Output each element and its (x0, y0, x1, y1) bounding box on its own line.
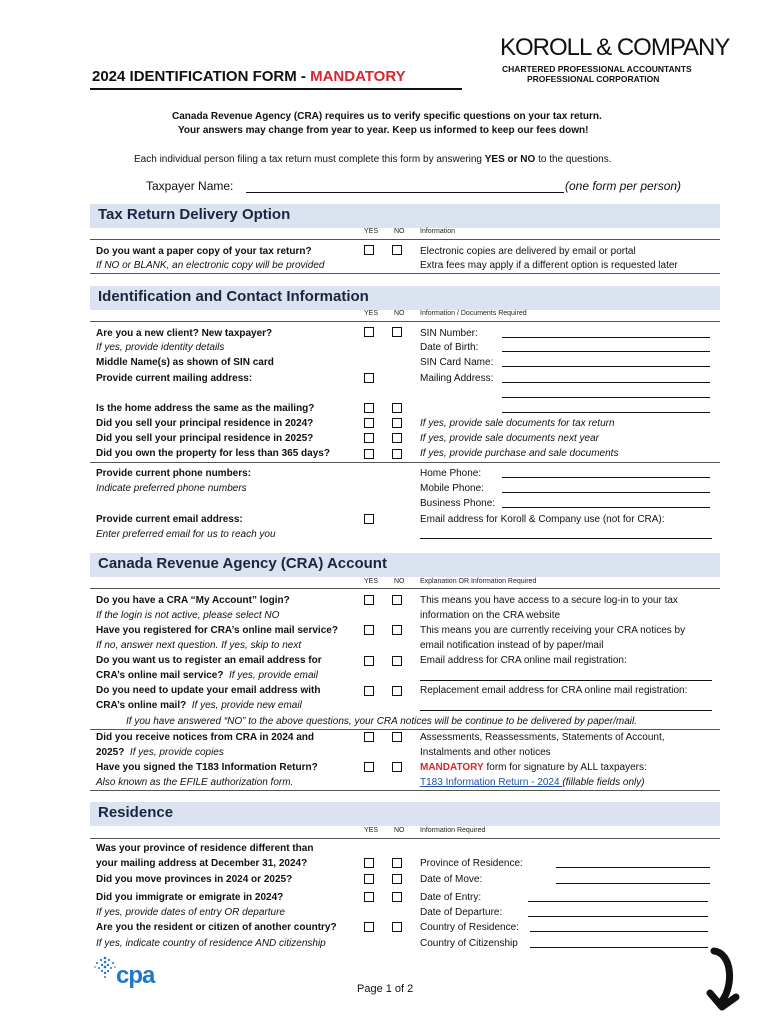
info-t183 (420, 761, 647, 774)
intro-line-2: Your answers may change from year to year. Keep us informed to keep our fees down! (178, 125, 589, 136)
info-header: Information Required (420, 827, 486, 834)
q-register-sub: If yes, provide email (229, 670, 318, 681)
email-checkbox[interactable] (364, 514, 374, 524)
section-header-delivery (90, 204, 720, 228)
delivery-bottom-line (90, 273, 720, 274)
page-number: Page 1 of 2 (357, 983, 414, 995)
register-yes-checkbox[interactable] (364, 656, 374, 666)
notices-no-checkbox[interactable] (392, 732, 402, 742)
q-province-diff-1: Was your province of residence different than (96, 843, 314, 854)
immigrate-yes-checkbox[interactable] (364, 892, 374, 902)
delivery-info-2: Extra fees may apply if a different option is requested later (420, 260, 678, 271)
info-online-1: This means you are currently receiving your CRA notices by (420, 625, 686, 636)
delivery-title: Tax Return Delivery Option (98, 206, 291, 223)
mailing-address-checkbox[interactable] (364, 373, 374, 383)
mobile-phone-label: Mobile Phone: (420, 483, 484, 494)
home-same-yes-checkbox[interactable] (364, 403, 374, 413)
q-t183: Have you signed the T183 Information Return? (96, 762, 318, 773)
country-res-field[interactable] (530, 921, 708, 932)
title-divider (90, 88, 462, 90)
sin-field[interactable] (502, 327, 710, 338)
section-header-residence (90, 802, 720, 826)
q-register-2: CRA’s online mail service? (96, 670, 224, 681)
col-no: NO (394, 827, 405, 834)
col-yes: YES (364, 310, 379, 317)
register-no-checkbox[interactable] (392, 656, 402, 666)
date-departure-field[interactable] (528, 906, 708, 917)
col-yes: YES (364, 578, 379, 585)
province-diff-no-checkbox[interactable] (392, 858, 402, 868)
online-mail-no-checkbox[interactable] (392, 625, 402, 635)
email-info: Email address for Koroll & Company use (not for CRA): (420, 514, 665, 525)
q-notices-line2 (96, 746, 224, 759)
update-no-checkbox[interactable] (392, 686, 402, 696)
myaccount-yes-checkbox[interactable] (364, 595, 374, 605)
cpa-text: cpa (116, 962, 155, 989)
sold-2024-no-checkbox[interactable] (392, 418, 402, 428)
citizen-no-checkbox[interactable] (392, 922, 402, 932)
home-phone-field[interactable] (502, 467, 710, 478)
dob-label: Date of Birth: (420, 342, 479, 353)
owned-365-yes-checkbox[interactable] (364, 449, 374, 459)
q-update-line2 (96, 699, 302, 712)
note-sale-2024: If yes, provide sale documents for tax return (420, 418, 615, 429)
business-phone-field[interactable] (502, 497, 710, 508)
q-citizen: Are you the resident or citizen of another country? (96, 922, 337, 933)
info-header: Information / Documents Required (420, 310, 527, 317)
q-owned-365: Did you own the property for less than 365 days? (96, 448, 330, 459)
register-email-field[interactable] (420, 670, 712, 681)
date-entry-field[interactable] (528, 891, 708, 902)
t183-no-checkbox[interactable] (392, 762, 402, 772)
company-logo-name: KOROLL & COMPANY (500, 34, 730, 61)
sin-label: SIN Number: (420, 328, 478, 339)
ident-mid-line (90, 462, 720, 463)
info-register: Email address for CRA online mail registration: (420, 655, 627, 666)
residence-title: Residence (98, 804, 174, 821)
note-purchase: If yes, provide purchase and sale documents (420, 448, 619, 459)
t183-fillable: (fillable fields only) (562, 777, 645, 788)
q-update-2: CRA’s online mail? (96, 700, 187, 711)
paper-copy-yes-checkbox[interactable] (364, 245, 374, 255)
q-mailing-address: Provide current mailing address: (96, 373, 253, 384)
t183-rest: form for signature by ALL taxpayers: (483, 762, 647, 773)
sin-name-label: SIN Card Name: (420, 357, 494, 368)
business-phone-label: Business Phone: (420, 498, 496, 509)
info-update: Replacement email address for CRA online mail registration: (420, 685, 688, 696)
next-page-arrow-icon[interactable] (692, 945, 752, 1015)
q-myaccount-sub: If the login is not active, please select NO (96, 610, 280, 621)
q-paper-copy: Do you want a paper copy of your tax return? (96, 246, 312, 257)
info-notices-1: Assessments, Reassessments, Statements of Account, (420, 732, 665, 743)
owned-365-no-checkbox[interactable] (392, 449, 402, 459)
instruction-post: to the questions. (535, 154, 612, 165)
info-header: Explanation OR Information Required (420, 578, 537, 585)
q-email: Provide current email address: (96, 514, 243, 525)
page-title (92, 68, 406, 86)
mailing-field-2[interactable] (502, 387, 710, 398)
info-t183-link-line (420, 776, 645, 789)
home-same-no-checkbox[interactable] (392, 403, 402, 413)
q-notices-2: 2025? (96, 747, 125, 758)
cpa-maple-leaf-icon (92, 955, 118, 983)
date-move-field[interactable] (556, 873, 710, 884)
delivery-divider (90, 239, 720, 240)
province-field[interactable] (556, 857, 710, 868)
home-phone-label: Home Phone: (420, 468, 482, 479)
update-email-field[interactable] (420, 700, 712, 711)
t183-yes-checkbox[interactable] (364, 762, 374, 772)
mailing-label: Mailing Address: (420, 373, 494, 384)
cra-title: Canada Revenue Agency (CRA) Account (98, 555, 387, 572)
col-no: NO (394, 310, 405, 317)
ident-divider (90, 321, 720, 322)
section-header-cra (90, 553, 720, 577)
sold-2025-no-checkbox[interactable] (392, 433, 402, 443)
section-header-ident (90, 286, 720, 310)
province-diff-yes-checkbox[interactable] (364, 858, 374, 868)
citizen-yes-checkbox[interactable] (364, 922, 374, 932)
q-phone-sub: Indicate preferred phone numbers (96, 483, 247, 494)
q-register: Do you want us to register an email address for (96, 655, 322, 666)
sold-2024-yes-checkbox[interactable] (364, 418, 374, 428)
sin-name-field[interactable] (502, 356, 710, 367)
col-yes: YES (364, 827, 379, 834)
mailing-field-3[interactable] (502, 402, 710, 413)
q-home-same: Is the home address the same as the mailing? (96, 403, 315, 414)
q-t183-sub: Also known as the EFILE authorization form. (96, 777, 294, 788)
instruction-yes-no: YES or NO (484, 154, 536, 165)
note-sale-2025: If yes, provide sale documents next year (420, 433, 599, 444)
intro-instruction (134, 153, 611, 166)
t183-link[interactable]: T183 Information Return - 2024 (420, 777, 563, 788)
immigrate-no-checkbox[interactable] (392, 892, 402, 902)
q-immigrate: Did you immigrate or emigrate in 2024? (96, 892, 284, 903)
col-no: NO (394, 578, 405, 585)
company-logo-line2: PROFESSIONAL CORPORATION (527, 74, 660, 84)
q-new-client-sub: If yes, provide identity details (96, 342, 225, 353)
q-sold-2025: Did you sell your principal residence in 2025? (96, 433, 314, 444)
country-cit-field[interactable] (530, 937, 708, 948)
info-header: Information (420, 228, 456, 235)
col-yes: YES (364, 228, 379, 235)
instruction-pre: Each individual person filing a tax return must complete this form by answering (134, 154, 485, 165)
q-email-sub: Enter preferred email for us to reach you (96, 529, 276, 540)
q-new-client: Are you a new client? New taxpayer? (96, 328, 273, 339)
date-departure-label: Date of Departure: (420, 907, 503, 918)
info-notices-2: Instalments and other notices (420, 747, 551, 758)
taxpayer-note: (one form per person) (565, 179, 682, 193)
myaccount-no-checkbox[interactable] (392, 595, 402, 605)
col-no: NO (394, 228, 405, 235)
country-cit-label: Country of Citizenship (420, 938, 518, 949)
cra-notice-line (90, 729, 720, 730)
q-phone: Provide current phone numbers: (96, 468, 252, 479)
q-update-sub: If yes, provide new email (191, 700, 302, 711)
company-logo-line1: CHARTERED PROFESSIONAL ACCOUNTANTS (502, 64, 692, 74)
ident-title: Identification and Contact Information (98, 288, 369, 305)
date-move-label: Date of Move: (420, 874, 483, 885)
info-myaccount-1: This means you have access to a secure log-in to your tax (420, 595, 678, 606)
update-yes-checkbox[interactable] (364, 686, 374, 696)
cra-paper-notice: If you have answered “NO” to the above questions, your CRA notices will be continue to be delivered by paper/mail. (126, 716, 638, 727)
mailing-field-1[interactable] (502, 372, 710, 383)
info-myaccount-2: information on the CRA website (420, 610, 561, 621)
delivery-info-1: Electronic copies are delivered by email or portal (420, 246, 636, 257)
cpa-logo (90, 955, 170, 995)
province-label: Province of Residence: (420, 858, 523, 869)
q-moved: Did you move provinces in 2024 or 2025? (96, 874, 293, 885)
new-client-yes-checkbox[interactable] (364, 327, 374, 337)
new-client-no-checkbox[interactable] (392, 327, 402, 337)
cra-divider (90, 588, 720, 589)
q-paper-copy-sub: If NO or BLANK, an electronic copy will be provided (96, 260, 325, 271)
paper-copy-no-checkbox[interactable] (392, 245, 402, 255)
q-immigrate-sub: If yes, provide dates of entry OR departure (96, 907, 285, 918)
moved-yes-checkbox[interactable] (364, 874, 374, 884)
intro-line-1: Canada Revenue Agency (CRA) requires us to verify specific questions on your tax return. (172, 111, 602, 122)
taxpayer-name-field[interactable] (246, 180, 564, 193)
moved-no-checkbox[interactable] (392, 874, 402, 884)
cra-bottom-line (90, 790, 720, 791)
q-notices: Did you receive notices from CRA in 2024 and (96, 732, 315, 743)
q-online-mail: Have you registered for CRA’s online mail service? (96, 625, 338, 636)
t183-mandatory: MANDATORY (420, 762, 484, 773)
info-online-2: email notification instead of by paper/mail (420, 640, 604, 651)
sold-2025-yes-checkbox[interactable] (364, 433, 374, 443)
date-entry-label: Date of Entry: (420, 892, 482, 903)
title-mandatory: MANDATORY (310, 68, 406, 85)
notices-yes-checkbox[interactable] (364, 732, 374, 742)
residence-divider (90, 838, 720, 839)
dob-field[interactable] (502, 341, 710, 352)
title-main: 2024 IDENTIFICATION FORM - (92, 68, 311, 85)
q-online-mail-sub: If no, answer next question. If yes, skip to next (96, 640, 302, 651)
taxpayer-name-label: Taxpayer Name: (146, 179, 234, 193)
q-middle-name: Middle Name(s) as shown of SIN card (96, 357, 274, 368)
q-register-line2 (96, 669, 318, 682)
q-citizen-sub: If yes, indicate country of residence AND citizenship (96, 938, 326, 949)
q-province-diff-2: your mailing address at December 31, 2024? (96, 858, 308, 869)
q-update: Do you need to update your email address with (96, 685, 321, 696)
q-notices-sub: If yes, provide copies (129, 747, 224, 758)
q-myaccount: Do you have a CRA “My Account” login? (96, 595, 290, 606)
q-sold-2024: Did you sell your principal residence in 2024? (96, 418, 314, 429)
mobile-phone-field[interactable] (502, 482, 710, 493)
online-mail-yes-checkbox[interactable] (364, 625, 374, 635)
country-res-label: Country of Residence: (420, 922, 519, 933)
email-field[interactable] (420, 528, 712, 539)
